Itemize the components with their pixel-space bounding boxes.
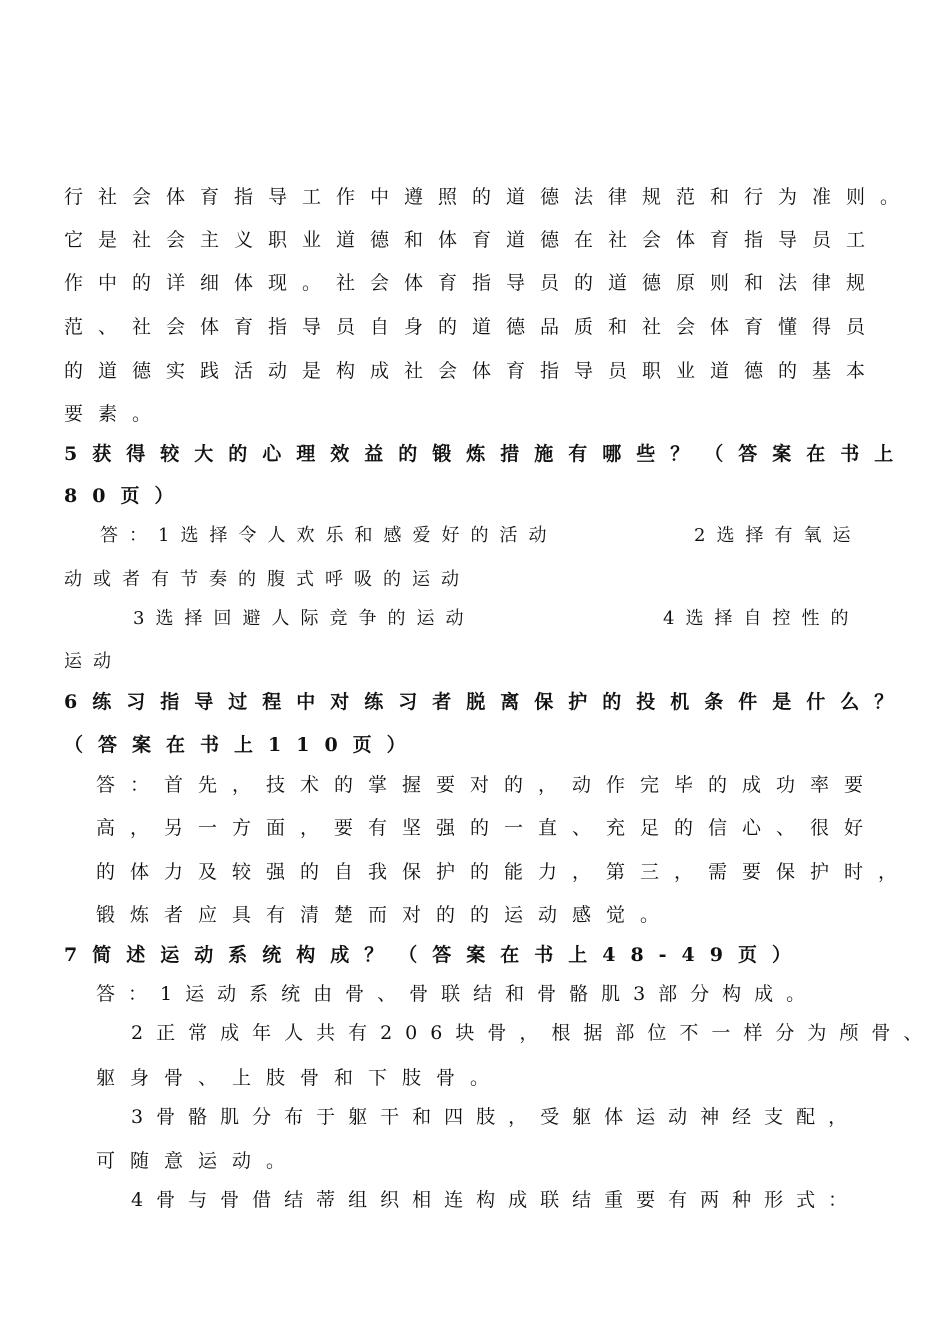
answer-5-item-3: 3选择回避人际竞争的运动	[133, 608, 475, 629]
answer-7-line: 4骨与骨借结蒂组织相连构成联结重要有两种形式：	[131, 1189, 861, 1211]
body-text-line: 作中的详细体现。社会体育指导员的道德原则和法律规	[64, 272, 881, 294]
question-5-heading: 5获得较大的心理效益的锻炼措施有哪些？（答案在书上	[64, 443, 909, 465]
answer-5-item-1: 答：1选择令人欢乐和感爱好的活动	[100, 525, 558, 546]
answer-5-item-2-cont: 动或者有节奏的腹式呼吸的运动	[64, 569, 470, 590]
answer-6-line: 的体力及较强的自我保护的能力，第三，需要保护时，	[96, 861, 913, 883]
body-text-line: 它是社会主义职业道德和体育道德在社会体育指导员工	[64, 229, 881, 251]
answer-5-item-4-cont: 运动	[64, 651, 122, 672]
answer-7-line: 2正常成年人共有206块骨，根据部位不一样分为颅骨、	[131, 1022, 936, 1044]
body-text-line: 范、社会体育指导员自身的道德品质和社会体育懂得员	[64, 316, 881, 338]
body-text-line: 的道德实践活动是构成社会体育指导员职业道德的基本	[64, 360, 881, 382]
answer-7-line: 躯身骨、上肢骨和下肢骨。	[96, 1067, 505, 1089]
answer-7-line: 3骨骼肌分布于躯干和四肢，受躯体运动神经支配，	[131, 1106, 861, 1128]
answer-6-line: 锻炼者应具有清楚而对的的运动感觉。	[96, 904, 675, 926]
question-5-heading-cont: 80页）	[64, 485, 189, 507]
question-6-heading-cont: （答案在书上110页）	[64, 734, 421, 756]
answer-6-line: 答：首先，技术的掌握要对的，动作完毕的成功率要	[96, 774, 879, 796]
answer-7-line: 可随意运动。	[96, 1150, 301, 1172]
body-text-line: 要素。	[64, 403, 167, 425]
answer-5-item-2: 2选择有氧运	[694, 525, 862, 546]
answer-7-line: 答：1运动系统由骨、骨联结和骨骼肌3部分构成。	[96, 983, 819, 1005]
body-text-line: 行社会体育指导工作中遵照的道德法律规范和行为准则。	[64, 186, 915, 208]
question-7-heading: 7简述运动系统构成？（答案在书上48-49页）	[64, 944, 806, 966]
question-6-heading: 6练习指导过程中对练习者脱离保护的投机条件是什么？	[64, 691, 909, 713]
answer-5-item-4: 4选择自控性的	[663, 608, 860, 629]
answer-6-line: 高，另一方面，要有坚强的一直、充足的信心、很好	[96, 817, 879, 839]
